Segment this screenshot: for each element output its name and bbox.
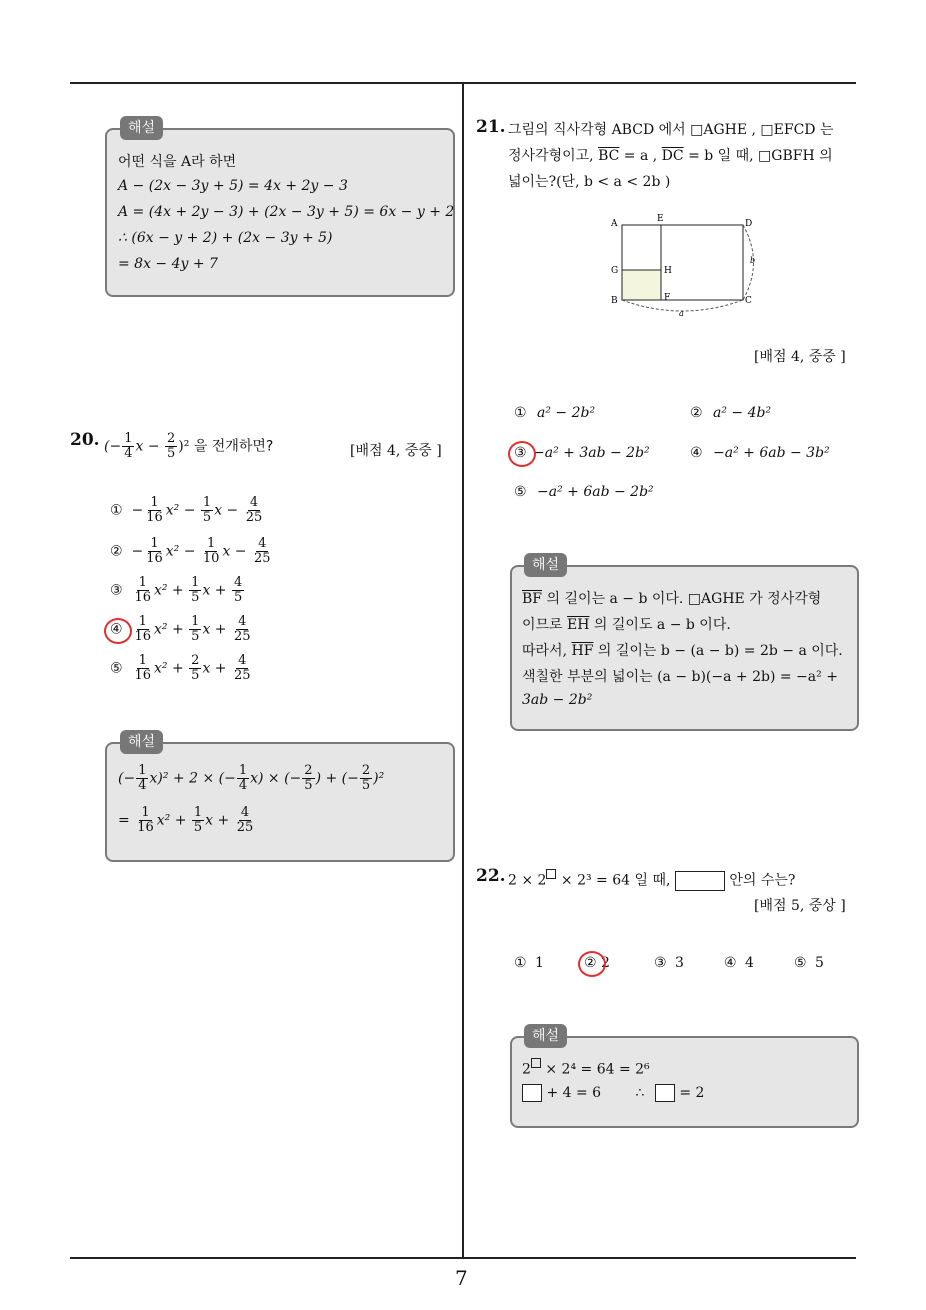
q22-solution-tag: 해설 xyxy=(524,1024,567,1048)
q21-solution-tag: 해설 xyxy=(524,553,567,577)
label-G: G xyxy=(611,266,619,276)
q21-choice-1[interactable] xyxy=(514,405,595,421)
q20-option-1[interactable]: ① − $\frac{1}{16}$ x² − $\frac{1}{5}$ x − $\frac{4}{25}$ xyxy=(110,495,263,525)
q22-number: 22. xyxy=(476,866,506,886)
q21-answer-circle xyxy=(508,441,536,467)
q19-sol-line5: = 8x − 4y + 7 xyxy=(118,256,218,272)
q20-option-5-num: ⑤ xyxy=(110,660,123,677)
q21-sol-line2 xyxy=(522,614,731,634)
label-C: C xyxy=(745,296,752,306)
q20-answer-circle xyxy=(104,618,132,644)
q21-sol-line4: 색칠한 부분의 넓이는 (a − b)(−a + 2b) = −a² + xyxy=(522,669,838,685)
q21-choice-5-text: −a² + 6ab − 2b² xyxy=(537,484,654,500)
q19-solution-tag: 해설 xyxy=(120,116,163,140)
q21-choice-5[interactable] xyxy=(514,484,654,500)
label-E: E xyxy=(657,214,664,224)
q22-choice-3[interactable] xyxy=(654,955,684,971)
q22-choice-3-num: ③ xyxy=(654,955,667,971)
label-b: b xyxy=(750,256,756,265)
q22-sol-box-2 xyxy=(655,1084,675,1102)
label-H: H xyxy=(664,266,672,276)
column-divider xyxy=(462,84,464,1258)
q22-answer-circle xyxy=(578,951,606,977)
q21-sol-hf: $\overline{HF}$ xyxy=(571,643,594,659)
q20-question: (− $\frac{1}{4}$ x − $\frac{2}{5}$ )² 을 전개하면? xyxy=(104,431,274,461)
q21-number: 21. xyxy=(476,117,506,137)
q19-sol-line3: A = (4x + 2y − 3) + (2x − 3y + 5) = 6x − y + 2 xyxy=(118,204,455,220)
q20-option-5[interactable]: ⑤ $\frac{1}{16}$ x² + $\frac{2}{5}$ x + $\frac{4}{25}$ xyxy=(110,653,251,683)
q20-solution-box xyxy=(105,742,455,862)
q21-line2b: = a , xyxy=(623,148,658,164)
q21-choice-2-text: a² − 4b² xyxy=(713,405,772,421)
q22-sol-l2b: ∴ xyxy=(635,1085,645,1101)
q21-choice-4-text: −a² + 6ab − 3b² xyxy=(713,445,830,461)
q22-blank-box xyxy=(675,871,725,891)
q22-choice-5-val: 5 xyxy=(815,955,824,971)
q21-sol-l1-rest: 의 길이는 a − b 이다. □AGHE 가 정사각형 xyxy=(546,591,822,607)
q22-eq-b: × 2³ = 64 일 때, xyxy=(560,872,671,889)
q20-solution-tag: 해설 xyxy=(120,730,163,754)
q22-sol-line2 xyxy=(522,1084,704,1102)
q21-choice-2[interactable] xyxy=(690,405,771,421)
q22-solution-box xyxy=(510,1036,859,1128)
q22-choice-1[interactable] xyxy=(514,955,544,971)
q22-choice-4-val: 4 xyxy=(745,955,754,971)
q21-choice-4-num: ④ xyxy=(690,445,703,461)
q22-sol-box-1 xyxy=(522,1084,542,1102)
q21-sol-line3 xyxy=(522,640,843,660)
q22-question xyxy=(508,869,795,891)
q21-figure xyxy=(606,210,768,320)
q19-sol-line2: A − (2x − 3y + 5) = 4x + 2y − 3 xyxy=(118,178,348,194)
q21-question-line3: 넓이는?(단, b < a < 2b ) xyxy=(508,174,671,190)
q20-option-2-num: ② xyxy=(110,543,123,560)
q21-sol-l2-rest: 의 길이도 a − b 이다. xyxy=(593,617,731,633)
page-number: 7 xyxy=(455,1266,468,1290)
q21-choice-4[interactable] xyxy=(690,445,830,461)
q21-choice-2-num: ② xyxy=(690,405,703,421)
q21-sol-eh: $\overline{EH}$ xyxy=(567,617,590,633)
q22-sol-l2c: = 2 xyxy=(679,1085,705,1101)
q22-choice-4[interactable] xyxy=(724,955,754,971)
q21-bc: $\overline{BC}$ xyxy=(598,148,620,164)
q21-choice-5-num: ⑤ xyxy=(514,484,527,500)
q20-sol-equals: = xyxy=(118,812,130,829)
q21-question-line2 xyxy=(508,145,833,165)
q21-line2a: 정사각형이고, xyxy=(508,148,594,164)
q21-line2c: = b 일 때, □GBFH 의 xyxy=(688,148,833,164)
q19-sol-line4: ∴ (6x − y + 2) + (2x − 3y + 5) xyxy=(118,230,333,246)
q21-score: [배점 4, 중중 ] xyxy=(754,349,846,365)
q20-sol-line1: (− $\frac{1}{4}$ x)² + 2 × (− $\frac{1}{4}$ x) × (− $\frac{2}{5}$ ) + (− $\frac{2}{5}$ )² xyxy=(118,763,385,793)
label-a: a xyxy=(679,309,684,318)
q20-option-3-num: ③ xyxy=(110,582,123,599)
q21-choice-3-text: −a² + 3ab − 2b² xyxy=(533,445,650,461)
q20-option-1-num: ① xyxy=(110,502,123,519)
q20-score: [배점 4, 중중 ] xyxy=(350,443,442,459)
q22-sol-line1 xyxy=(522,1058,650,1078)
q22-choice-1-num: ① xyxy=(514,955,527,971)
q21-sol-l2-pre: 이므로 xyxy=(522,617,563,633)
q21-sol-bf: $\overline{BF}$ xyxy=(522,591,543,607)
label-F: F xyxy=(664,293,671,303)
q22-sol-l2a: + 4 = 6 xyxy=(546,1085,602,1101)
q19-sol-line1: 어떤 식을 A라 하면 xyxy=(118,154,237,170)
q22-choice-5[interactable] xyxy=(794,955,824,971)
q22-choice-2-val: 2 xyxy=(601,955,610,971)
q22-choice-5-num: ⑤ xyxy=(794,955,807,971)
q22-choice-1-val: 1 xyxy=(535,955,544,971)
q21-sol-line1 xyxy=(522,588,821,608)
q21-choice-1-num: ① xyxy=(514,405,527,421)
q22-eq-c: 안의 수는? xyxy=(729,872,796,889)
q21-sol-l3-rest: 의 길이는 b − (a − b) = 2b − a 이다. xyxy=(597,643,843,659)
q20-option-2[interactable]: ② − $\frac{1}{16}$ x² − $\frac{1}{10}$ x − $\frac{4}{25}$ xyxy=(110,536,271,566)
q20-question-tail: 을 전개하면? xyxy=(193,438,274,455)
q22-choice-3-val: 3 xyxy=(675,955,684,971)
bottom-rule xyxy=(70,1257,856,1259)
q20-number: 20. xyxy=(70,430,100,450)
label-D: D xyxy=(745,219,753,229)
q22-choice-4-num: ④ xyxy=(724,955,737,971)
q21-sol-line5: 3ab − 2b² xyxy=(522,692,593,708)
q20-option-4-num: ④ xyxy=(110,621,123,638)
q21-choice-3-num: ③ xyxy=(514,445,527,461)
q22-eq-a: 2 × 2 xyxy=(508,872,547,889)
q21-choice-1-text: a² − 2b² xyxy=(537,405,596,421)
q21-sol-l3-pre: 따라서, xyxy=(522,643,568,659)
q22-sol-l1a: 2 xyxy=(522,1061,531,1078)
q20-sol-line2: = $\frac{1}{16}$ x² + $\frac{1}{5}$ x + $\frac{4}{25}$ xyxy=(118,805,254,835)
q20-option-3[interactable]: ③ $\frac{1}{16}$ x² + $\frac{1}{5}$ x + $\frac{4}{5}$ xyxy=(110,575,243,605)
q21-question-line1: 그림의 직사각형 ABCD 에서 □AGHE , □EFCD 는 xyxy=(508,122,834,138)
q22-score: [배점 5, 중상 ] xyxy=(754,898,846,914)
q22-sol-small-box xyxy=(531,1058,541,1068)
shaded-rect-gbfh xyxy=(622,270,661,300)
q22-small-box xyxy=(546,869,556,879)
label-A: A xyxy=(611,219,618,229)
label-B: B xyxy=(611,296,618,306)
q22-sol-l1b: × 2⁴ = 64 = 2⁶ xyxy=(545,1061,650,1078)
q22-choice-2-num: ② xyxy=(584,955,597,971)
q20-option-4[interactable]: ④ $\frac{1}{16}$ x² + $\frac{1}{5}$ x + $\frac{4}{25}$ xyxy=(110,614,251,644)
q21-dc: $\overline{DC}$ xyxy=(661,148,684,164)
